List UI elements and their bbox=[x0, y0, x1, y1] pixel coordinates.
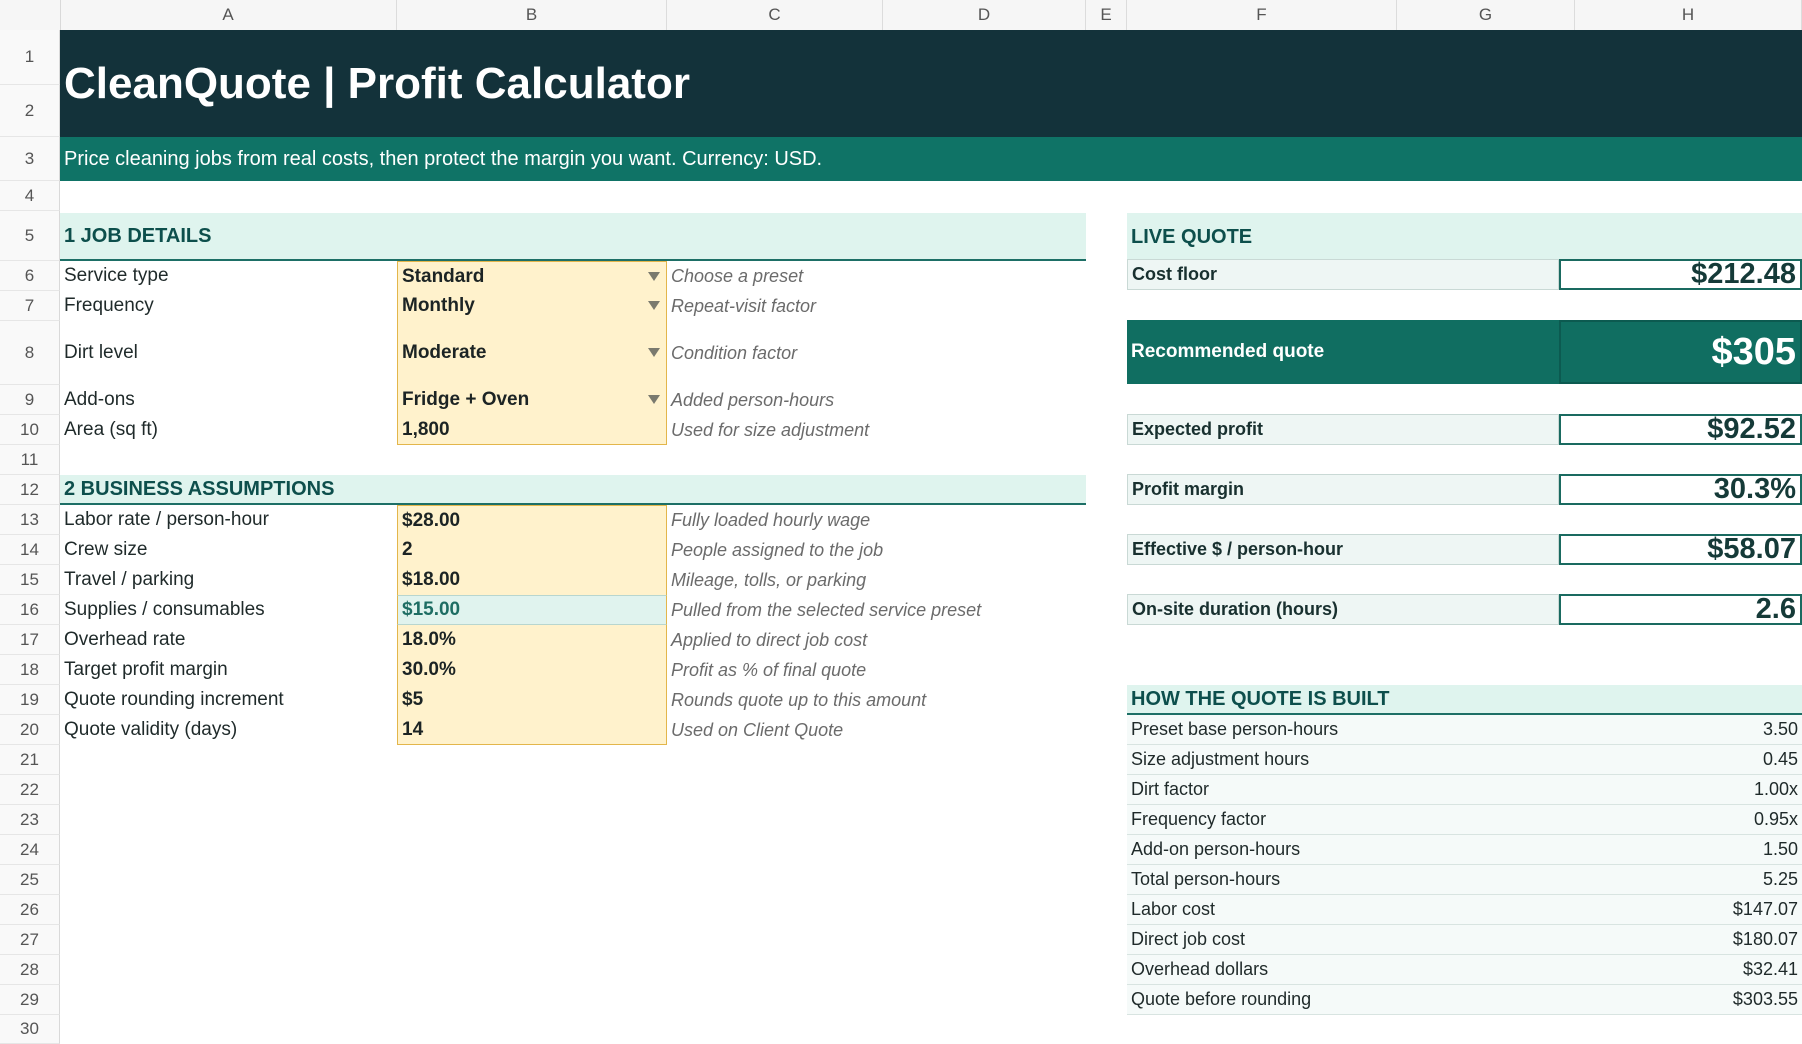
row-header[interactable]: 17 bbox=[0, 625, 60, 655]
column-header-bar bbox=[0, 0, 1802, 31]
quote-build-header: HOW THE QUOTE IS BUILT bbox=[1127, 685, 1802, 715]
job-label-dirt-level: Dirt level bbox=[64, 342, 138, 363]
column-header-b[interactable]: B bbox=[397, 0, 667, 30]
row-header[interactable]: 24 bbox=[0, 835, 60, 865]
dropdown-arrow-icon[interactable] bbox=[648, 395, 660, 404]
biz-note: Rounds quote up to this amount bbox=[671, 689, 927, 710]
column-header-a[interactable]: A bbox=[60, 0, 397, 30]
biz-note: Mileage, tolls, or parking bbox=[671, 569, 867, 590]
row-header[interactable]: 6 bbox=[0, 261, 60, 291]
live-quote-header: LIVE QUOTE bbox=[1127, 213, 1802, 261]
biz-label: Supplies / consumables bbox=[64, 599, 265, 620]
service-type-select[interactable] bbox=[397, 261, 667, 291]
row-header[interactable]: 15 bbox=[0, 565, 60, 595]
job-details-header: 1 JOB DETAILS bbox=[60, 213, 1086, 261]
page-subtitle: Price cleaning jobs from real costs, then protect the margin you want. Currency: USD. bbox=[60, 137, 1802, 181]
service-type-value: Standard bbox=[402, 265, 485, 287]
duration-label: On-site duration (hours) bbox=[1127, 594, 1559, 625]
biz-label: Overhead rate bbox=[64, 629, 186, 650]
biz-note: Applied to direct job cost bbox=[671, 629, 868, 650]
business-assumptions-header: 2 BUSINESS ASSUMPTIONS bbox=[60, 475, 1086, 505]
build-row-value: $180.07 bbox=[1559, 925, 1802, 955]
profit-margin-value: 30.3% bbox=[1559, 474, 1802, 505]
job-note: Used for size adjustment bbox=[671, 419, 870, 440]
build-row-value: $303.55 bbox=[1559, 985, 1802, 1015]
frequency-select[interactable] bbox=[397, 291, 667, 321]
rounding-increment-input[interactable]: $5 bbox=[397, 685, 667, 715]
add-ons-select[interactable] bbox=[397, 385, 667, 415]
job-note: Added person-hours bbox=[671, 389, 835, 410]
build-row-value: 5.25 bbox=[1559, 865, 1802, 895]
job-note: Repeat-visit factor bbox=[671, 295, 817, 316]
row-header[interactable]: 4 bbox=[0, 181, 60, 211]
travel-parking-input[interactable]: $18.00 bbox=[397, 565, 667, 595]
build-row-label: Direct job cost bbox=[1127, 925, 1559, 955]
row-header[interactable]: 29 bbox=[0, 985, 60, 1015]
quote-validity-input[interactable]: 14 bbox=[397, 715, 667, 745]
column-header-d[interactable]: D bbox=[883, 0, 1086, 30]
target-margin-input[interactable]: 30.0% bbox=[397, 655, 667, 685]
row-header[interactable]: 19 bbox=[0, 685, 60, 715]
row-header[interactable]: 11 bbox=[0, 445, 60, 475]
column-header-h[interactable]: H bbox=[1575, 0, 1802, 30]
biz-label: Labor rate / person-hour bbox=[64, 509, 269, 530]
row-header[interactable]: 30 bbox=[0, 1015, 60, 1044]
row-header[interactable]: 22 bbox=[0, 775, 60, 805]
overhead-rate-input[interactable]: 18.0% bbox=[397, 625, 667, 655]
biz-label: Travel / parking bbox=[64, 569, 195, 590]
expected-profit-label: Expected profit bbox=[1127, 414, 1559, 445]
labor-rate-input[interactable]: $28.00 bbox=[397, 505, 667, 535]
build-row-label: Preset base person-hours bbox=[1127, 715, 1559, 745]
row-header[interactable]: 3 bbox=[0, 137, 60, 181]
biz-note: Profit as % of final quote bbox=[671, 659, 867, 680]
build-row-value: $32.41 bbox=[1559, 955, 1802, 985]
dropdown-arrow-icon[interactable] bbox=[648, 272, 660, 281]
supplies-value[interactable]: $15.00 bbox=[397, 595, 667, 625]
row-header[interactable]: 14 bbox=[0, 535, 60, 565]
cost-floor-value: $212.48 bbox=[1559, 259, 1802, 290]
page-title: CleanQuote | Profit Calculator bbox=[60, 30, 1802, 137]
build-row-label: Add-on person-hours bbox=[1127, 835, 1559, 865]
row-header[interactable]: 10 bbox=[0, 415, 60, 445]
row-header[interactable]: 1 bbox=[0, 30, 60, 85]
row-header[interactable]: 9 bbox=[0, 385, 60, 415]
job-note: Choose a preset bbox=[671, 265, 804, 286]
row-header[interactable]: 20 bbox=[0, 715, 60, 745]
job-label-add-ons: Add-ons bbox=[64, 389, 135, 410]
expected-profit-value: $92.52 bbox=[1559, 414, 1802, 445]
biz-label: Crew size bbox=[64, 539, 148, 560]
crew-size-input[interactable]: 2 bbox=[397, 535, 667, 565]
duration-value: 2.6 bbox=[1559, 594, 1802, 625]
dirt-level-value: Moderate bbox=[402, 342, 487, 363]
row-header[interactable]: 7 bbox=[0, 291, 60, 321]
biz-note: Fully loaded hourly wage bbox=[671, 509, 871, 530]
column-header-c[interactable]: C bbox=[667, 0, 883, 30]
row-header[interactable]: 16 bbox=[0, 595, 60, 625]
add-ons-value: Fridge + Oven bbox=[402, 389, 530, 410]
biz-note: Used on Client Quote bbox=[671, 719, 844, 740]
job-label-service-type: Service type bbox=[64, 265, 169, 286]
profit-margin-label: Profit margin bbox=[1127, 474, 1559, 505]
build-row-value: 1.00x bbox=[1559, 775, 1802, 805]
dropdown-arrow-icon[interactable] bbox=[648, 301, 660, 310]
row-header[interactable]: 27 bbox=[0, 925, 60, 955]
row-header[interactable]: 28 bbox=[0, 955, 60, 985]
job-note: Condition factor bbox=[671, 342, 798, 363]
area-input[interactable]: 1,800 bbox=[397, 415, 667, 445]
row-header[interactable]: 5 bbox=[0, 211, 60, 261]
build-row-label: Labor cost bbox=[1127, 895, 1559, 925]
row-header[interactable]: 8 bbox=[0, 321, 60, 385]
build-row-value: 0.45 bbox=[1559, 745, 1802, 775]
build-row-label: Quote before rounding bbox=[1127, 985, 1559, 1015]
recommended-quote-label: Recommended quote bbox=[1127, 320, 1559, 384]
row-header[interactable]: 2 bbox=[0, 85, 60, 137]
biz-note: People assigned to the job bbox=[671, 539, 884, 560]
row-header[interactable]: 13 bbox=[0, 505, 60, 535]
select-all-corner[interactable] bbox=[0, 0, 61, 30]
row-header[interactable]: 18 bbox=[0, 655, 60, 685]
biz-note: Pulled from the selected service preset bbox=[671, 599, 982, 620]
biz-label: Quote rounding increment bbox=[64, 689, 284, 710]
build-row-label: Size adjustment hours bbox=[1127, 745, 1559, 775]
column-header-g[interactable]: G bbox=[1397, 0, 1575, 30]
build-row-label: Frequency factor bbox=[1127, 805, 1559, 835]
build-row-label: Dirt factor bbox=[1127, 775, 1559, 805]
build-row-value: 0.95x bbox=[1559, 805, 1802, 835]
build-row-value: 3.50 bbox=[1559, 715, 1802, 745]
biz-label: Target profit margin bbox=[64, 659, 228, 680]
row-header[interactable]: 23 bbox=[0, 805, 60, 835]
column-header-e[interactable]: E bbox=[1086, 0, 1127, 30]
row-header[interactable]: 26 bbox=[0, 895, 60, 925]
column-header-f[interactable]: F bbox=[1127, 0, 1397, 30]
build-row-value: $147.07 bbox=[1559, 895, 1802, 925]
job-label-area: Area (sq ft) bbox=[64, 419, 158, 440]
frequency-value: Monthly bbox=[402, 295, 475, 316]
biz-label: Quote validity (days) bbox=[64, 719, 238, 740]
row-header[interactable]: 25 bbox=[0, 865, 60, 895]
effective-rate-label: Effective $ / person-hour bbox=[1127, 534, 1559, 565]
dropdown-arrow-icon[interactable] bbox=[648, 348, 660, 357]
row-header[interactable]: 21 bbox=[0, 745, 60, 775]
effective-rate-value: $58.07 bbox=[1559, 534, 1802, 565]
job-label-frequency: Frequency bbox=[64, 295, 154, 316]
build-row-value: 1.50 bbox=[1559, 835, 1802, 865]
row-header[interactable]: 12 bbox=[0, 475, 60, 505]
recommended-quote-value: $305 bbox=[1559, 320, 1802, 384]
dirt-level-select[interactable] bbox=[397, 321, 667, 385]
build-row-label: Overhead dollars bbox=[1127, 955, 1559, 985]
build-row-label: Total person-hours bbox=[1127, 865, 1559, 895]
cost-floor-label: Cost floor bbox=[1127, 259, 1559, 290]
